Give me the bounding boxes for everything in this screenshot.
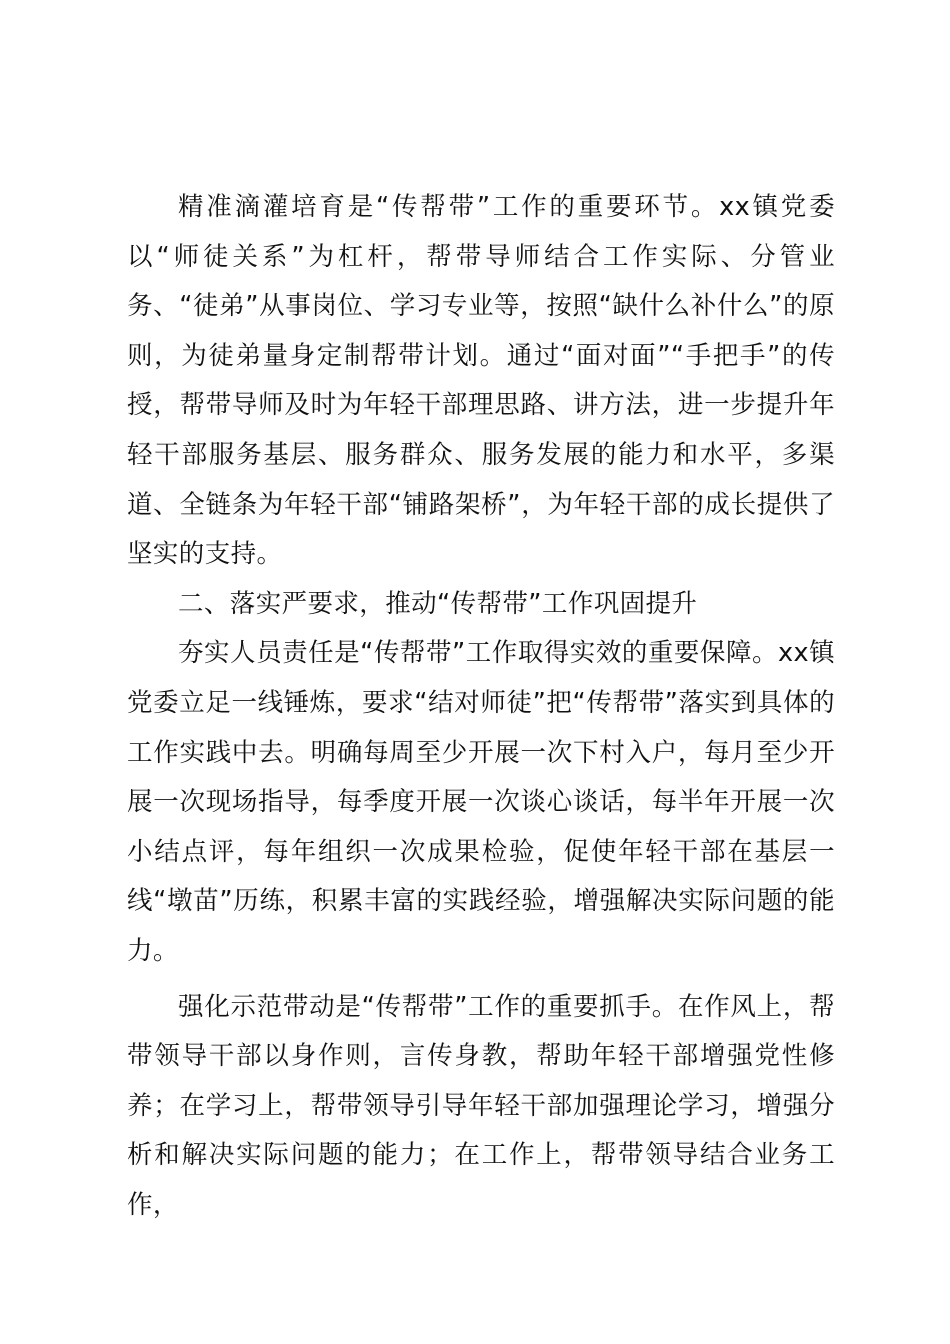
paragraph-precision-training: 精准滴灌培育是“传帮带”工作的重要环节。xx镇党委以“师徒关系”为杠杆，帮带导师结合工作实际、分管业务、“徒弟”从事岗位、学习专业等，按照“缺什么补什么”的原则，为徒弟量身定制帮带计划。通过“面对面”“手把手”的传授，帮带导师及时为年轻干部理思路、讲方法，进一步提升年轻干部服务基层、服务群众、服务发展的能力和水平，多渠道、全链条为年轻干部“铺路架桥”，为年轻干部的成长提供了坚实的支持。 — [127, 192, 835, 570]
section-heading: 二、落实严要求，推动“传帮带”工作巩固提升 — [178, 588, 698, 619]
paragraph-demonstration-leading: 强化示范带动是“传帮带”工作的重要抓手。在作风上，帮带领导干部以身作则，言传身教，帮助年轻干部增强党性修养；在学习上，帮带领导引导年轻干部加强理论学习，增强分析和解决实际问题的能力；在工作上，帮带领导结合业务工作， — [127, 991, 835, 1220]
document-body — [127, 183, 835, 1230]
paragraph-personnel-responsibility: 夯实人员责任是“传帮带”工作取得实效的重要保障。xx镇党委立足一线锤炼，要求“结对师徒”把“传帮带”落实到具体的工作实践中去。明确每周至少开展一次下村入户，每月至少开展一次现场指导，每季度开展一次谈心谈话，每半年开展一次小结点评，每年组织一次成果检验，促使年轻干部在基层一线“墩苗”历练，积累丰富的实践经验，增强解决实际问题的能力。 — [127, 638, 835, 966]
